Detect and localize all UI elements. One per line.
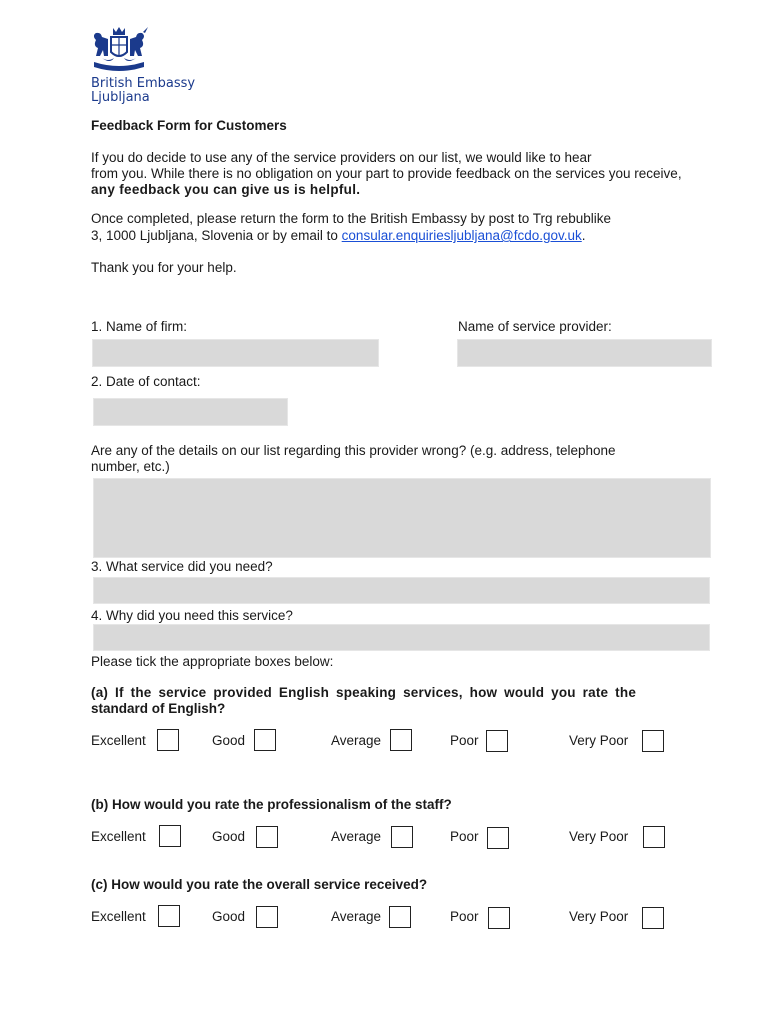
rating-c-good-label: Good <box>212 909 246 924</box>
rating-b-question: (b) How would you rate the professionalism of the staff? <box>91 797 452 812</box>
rating-b-excellent-checkbox[interactable] <box>159 825 181 847</box>
rating-a-poor-label: Poor <box>450 733 479 748</box>
form-title: Feedback Form for Customers <box>91 118 287 133</box>
q1b-label: Name of service provider: <box>458 319 612 334</box>
rating-b-average-label: Average <box>331 829 382 844</box>
rating-c-good-checkbox[interactable] <box>256 906 278 928</box>
rating-b-poor-checkbox[interactable] <box>487 827 509 849</box>
rating-a-good-label: Good <box>212 733 246 748</box>
org-name-line2: Ljubljana <box>91 90 150 105</box>
q1-label: 1. Name of firm: <box>91 319 188 334</box>
rating-a-poor-checkbox[interactable] <box>486 730 508 752</box>
firm-name-input[interactable] <box>92 339 379 367</box>
rating-c-poor-label: Poor <box>450 909 479 924</box>
rating-a-question-line2: standard of English? <box>91 701 226 716</box>
tick-instruction: Please tick the appropriate boxes below: <box>91 654 334 669</box>
rating-b-very-poor-label: Very Poor <box>569 829 629 844</box>
email-link[interactable]: consular.enquiriesljubljana@fcdo.gov.uk <box>341 228 582 243</box>
rating-b-excellent-label: Excellent <box>91 829 146 844</box>
rating-a-average-checkbox[interactable] <box>390 729 412 751</box>
rating-a-question-line1-text: (a) If the service provided English speaking services, how would you rate the <box>91 685 637 700</box>
org-name <box>91 77 195 105</box>
intro-para2-line1: Once completed, please return the form to the British Embassy by post to Trg rebublike <box>91 211 612 226</box>
rating-a-question-line1 <box>91 685 676 701</box>
rating-a-excellent-checkbox[interactable] <box>157 729 179 751</box>
rating-a-average-label: Average <box>331 733 382 748</box>
intro-para1-line2: from you. While there is no obligation on your part to provide feedback on the services you receive, <box>91 166 682 181</box>
rating-c-average-label: Average <box>331 909 382 924</box>
rating-c-poor-checkbox[interactable] <box>488 907 510 929</box>
rating-c-very-poor-checkbox[interactable] <box>642 907 664 929</box>
rating-c-very-poor-label: Very Poor <box>569 909 629 924</box>
intro-para2-suffix: . <box>581 228 586 243</box>
intro-para2-prefix: 3, 1000 Ljubljana, Slovenia or by email to <box>91 228 342 243</box>
org-name-line1: British Embassy <box>91 76 196 91</box>
rating-c-excellent-checkbox[interactable] <box>158 905 180 927</box>
thanks-text: Thank you for your help. <box>91 260 237 275</box>
intro-para1-line1: If you do decide to use any of the service providers on our list, we would like to hear <box>91 150 592 165</box>
rating-a-very-poor-checkbox[interactable] <box>642 730 664 752</box>
rating-a-excellent-label: Excellent <box>91 733 146 748</box>
details-label-line1: Are any of the details on our list regarding this provider wrong? (e.g. address, telephone <box>91 443 616 458</box>
rating-b-average-checkbox[interactable] <box>391 826 413 848</box>
crest-logo-icon <box>88 26 150 76</box>
details-textarea[interactable] <box>93 478 711 558</box>
intro-para2-line2 <box>91 228 586 244</box>
date-of-contact-input[interactable] <box>93 398 288 426</box>
rating-c-excellent-label: Excellent <box>91 909 146 924</box>
intro-para1-line3: any feedback you can give us is helpful. <box>91 182 361 197</box>
q2-label: 2. Date of contact: <box>91 374 201 389</box>
rating-c-question: (c) How would you rate the overall service received? <box>91 877 428 892</box>
rating-b-good-label: Good <box>212 829 246 844</box>
details-label-line2: number, etc.) <box>91 459 170 474</box>
q4-label: 4. Why did you need this service? <box>91 608 293 623</box>
q3-label: 3. What service did you need? <box>91 559 273 574</box>
service-needed-input[interactable] <box>93 577 710 604</box>
rating-b-poor-label: Poor <box>450 829 479 844</box>
rating-b-good-checkbox[interactable] <box>256 826 278 848</box>
rating-a-good-checkbox[interactable] <box>254 729 276 751</box>
rating-b-very-poor-checkbox[interactable] <box>643 826 665 848</box>
rating-c-average-checkbox[interactable] <box>389 906 411 928</box>
rating-a-very-poor-label: Very Poor <box>569 733 629 748</box>
service-provider-input[interactable] <box>457 339 712 367</box>
why-service-input[interactable] <box>93 624 710 651</box>
